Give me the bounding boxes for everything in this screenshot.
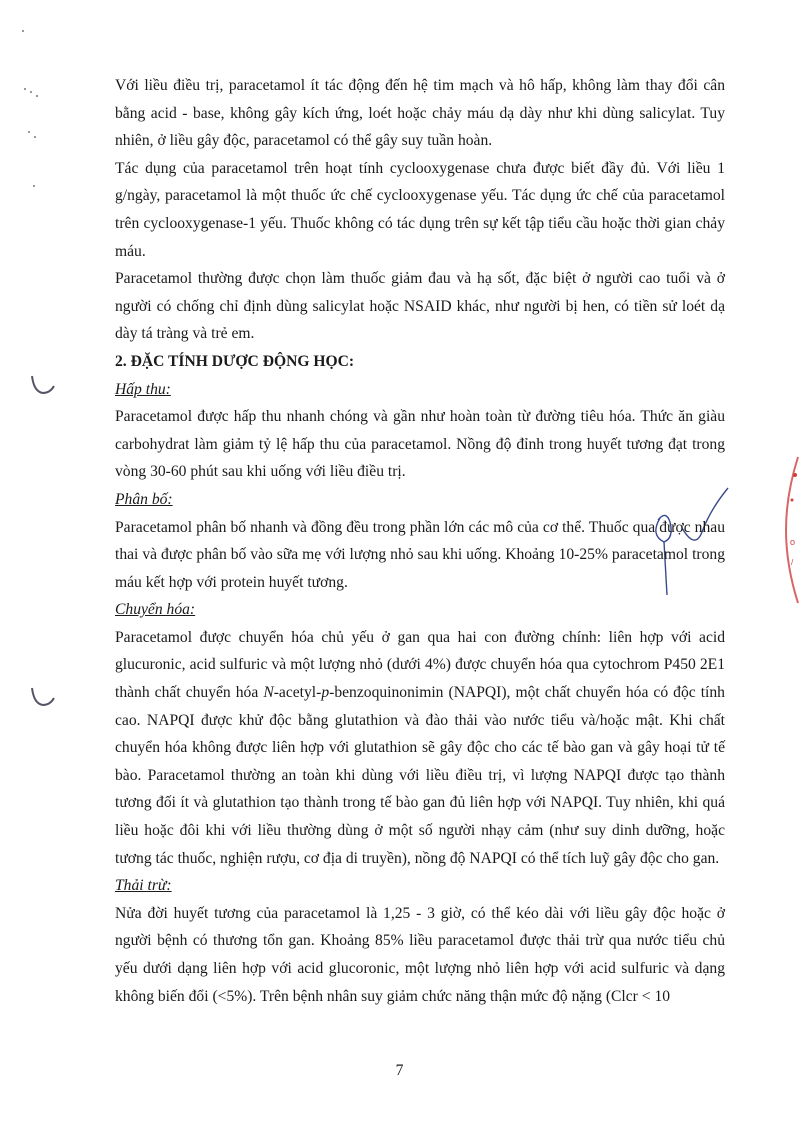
hole-punch-mark bbox=[30, 684, 56, 710]
paragraph: Với liều điều trị, paracetamol ít tác động đến hệ tim mạch và hô hấp, không làm thay đổi cân bằng acid - base, không gây kích ứng, loét hoặc chảy máu dạ dày như khi dùng salicylat. Tuy nhiên, ở liều gây độc, paracetamol có thể gây suy tuần hoàn. bbox=[115, 77, 725, 150]
subsection-title-elimination: Thải trừ: bbox=[115, 877, 172, 895]
page-number: 7 bbox=[395, 1062, 404, 1079]
absorption-text: Paracetamol được hấp thu nhanh chóng và gần như hoàn toàn từ đường tiêu hóa. Thức ăn giàu carbohydrat làm giảm tỷ lệ hấp thu của paracetamol. Nồng độ đỉnh trong huyết tương đạt trong vòng 30-60 phút sau khi uống với liều điều trị. bbox=[115, 408, 725, 481]
subsection-title-metabolism: Chuyển hóa: bbox=[115, 601, 196, 619]
stamp-mark bbox=[776, 455, 799, 605]
svg-text:o: o bbox=[790, 537, 796, 547]
scan-speck bbox=[24, 88, 26, 90]
scan-speck bbox=[28, 131, 30, 133]
scan-speck bbox=[30, 91, 32, 93]
scan-speck bbox=[36, 95, 38, 97]
section-heading: 2. ĐẶC TÍNH DƯỢC ĐỘNG HỌC: bbox=[115, 352, 355, 370]
document-body bbox=[115, 72, 725, 1010]
subsection-title-distribution: Phân bố: bbox=[115, 490, 173, 508]
elimination-text: Nửa đời huyết tương của paracetamol là 1,25 - 3 giờ, có thể kéo dài với liều gây độc hoặc ở người bệnh có thương tổn gan. Khoảng 85% liều paracetamol được thải trừ qua nước tiểu chủ yếu dưới dạng liên hợp với acid glucoronic, một lượng nhỏ liên hợp với acid sulfuric và dạng không biến đổi (<5%). Trên bệnh nhân suy giảm chức năng thận mức độ nặng (Clcr < 10 bbox=[115, 904, 725, 1005]
scan-speck bbox=[33, 185, 35, 187]
metabolism-text: Paracetamol được chuyển hóa chủ yếu ở gan qua hai con đường chính: liên hợp với acid glucuronic, acid sulfuric và một lượng nhỏ (dưới 4%) được chuyển hóa qua cytochrom P450 2E1 thành chất chuyển hóa N-acetyl-p-benzoquinonimin (NAPQI), một chất chuyển hóa có độc tính cao. NAPQI được khử độc bằng glutathion và đào thải vào nước tiểu và/hoặc mật. Khi chất chuyển hóa không được liên hợp với glutathion sẽ gây độc cho các tế bào gan và gây hoại tử tế bào. Paracetamol thường an toàn khi dùng với liều điều trị, vì lượng NAPQI được tạo thành tương đối ít và glutathion tạo thành trong tế bào gan đủ liên hợp với NAPQI. Tuy nhiên, khi quá liều hoặc đôi khi với liều thường dùng ở một số người nhạy cảm (như suy dinh dưỡng, hoặc tương tác thuốc, nghiện rượu, cơ địa di truyền), nồng độ NAPQI có thể tích luỹ gây độc cho gan. bbox=[115, 628, 725, 867]
hole-punch-mark bbox=[30, 372, 56, 398]
scan-speck bbox=[22, 30, 24, 32]
svg-text:/: / bbox=[791, 558, 794, 567]
distribution-text: Paracetamol phân bố nhanh và đồng đều trong phần lớn các mô của cơ thể. Thuốc qua được nhau thai và được phân bố vào sữa mẹ với lượng nhỏ sau khi uống. Khoảng 10-25% paracetamol trong máu kết hợp với protein huyết tương. bbox=[115, 518, 725, 591]
paragraph: Paracetamol thường được chọn làm thuốc giảm đau và hạ sốt, đặc biệt ở người cao tuổi và ở người có chống chỉ định dùng salicylat hoặc NSAID khác, như người bị hen, có tiền sử loét dạ dày tá tràng và trẻ em. bbox=[115, 270, 725, 343]
scan-speck bbox=[34, 136, 36, 138]
subsection-title-absorption: Hấp thu: bbox=[115, 380, 171, 398]
paragraph: Tác dụng của paracetamol trên hoạt tính cyclooxygenase chưa được biết đầy đủ. Với liều 1 g/ngày, paracetamol là một thuốc ức chế cyclooxygenase yếu. Tác dụng ức chế của paracetamol trên cyclooxygenase-1 yếu. Thuốc không có tác dụng trên sự kết tập tiểu cầu hoặc thời gian chảy máu. bbox=[115, 159, 725, 260]
